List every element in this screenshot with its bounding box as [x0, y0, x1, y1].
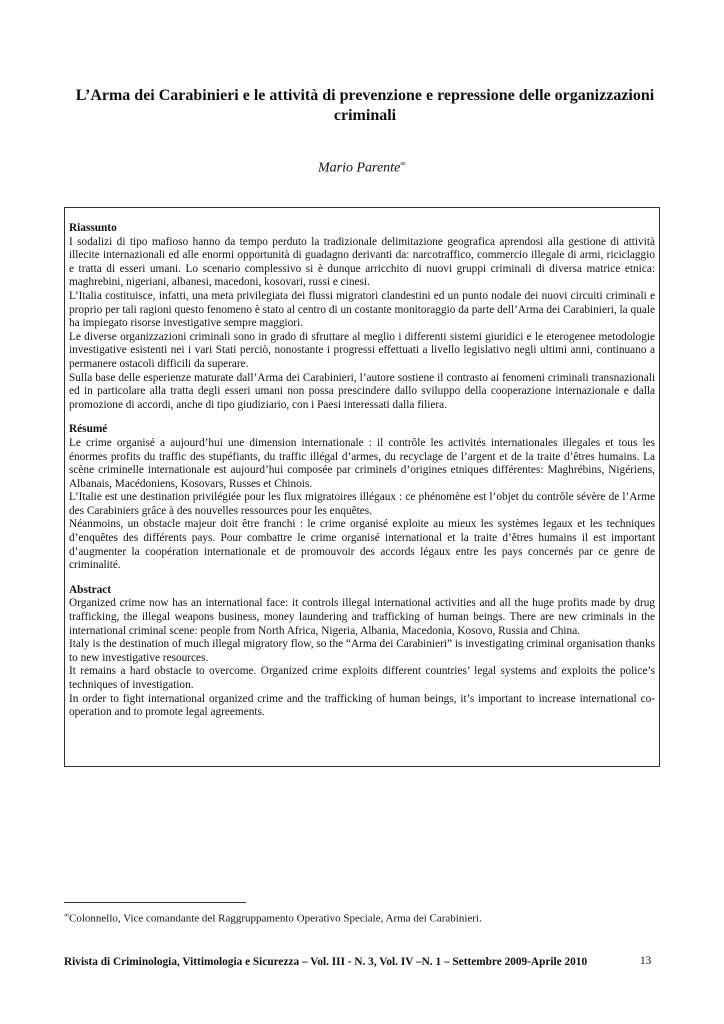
paragraph: In order to fight international organized crime and the trafficking of human beings, it’s important to increase international co-operation and to promote legal agreements. [69, 692, 655, 719]
paragraph: Le diverse organizzazioni criminali sono in grado di sfruttare al meglio i differenti sistemi giuridici e le eterogenee metodologie investigative esistenti nei i vari Stati perciò, nonostante i progressi effettuati a livello legislativo negli ultimi anni, continuano a permanere ostacoli difficili da superare. [69, 330, 655, 370]
footnote-mark: ∞ [64, 911, 69, 919]
section-heading: Abstract [69, 583, 112, 596]
footnote-divider [64, 902, 246, 903]
section-abstract [69, 584, 655, 720]
paragraph: Organized crime now has an international face: it controls illegal international activities and all the huge profits made by drug trafficking, the illegal weapons business, money laundering and trafficking of human beings. There are new criminals in the international criminal scene: people from North Africa, Nigeria, Albania, Macedonia, Kosovo, Russia and China. [69, 597, 655, 637]
paragraph: It remains a hard obstacle to overcome. Organized crime exploits different countries’ legal systems and exploits the police’s techniques of investigation. [69, 665, 655, 691]
paragraph: Le crime organisé a aujourd’hui une dimension internationale : il contrôle les activités internationales illegales et tous les énormes profits du traffic des stupéfiants, du traffic illégal d’armes, du recyclage de l’argent et de la traite d’êtres humains. La scène criminelle internationale est aujourd’hui composée par criminels d’origines etniques différentes: Maghrébins, Nigériens, Albanais, Macédoniens, Kosovars, Russes et Chinois. [69, 436, 655, 490]
author-footnote-mark: ∞ [400, 159, 406, 168]
footnote-text: Colonnello, Vice comandante del Raggruppamento Operativo Speciale, Arma dei Carabinieri. [69, 912, 482, 925]
paper-title: L’Arma dei Carabinieri e le attività di prevenzione e repressione delle organizzazioni criminali [75, 87, 655, 124]
author-name: Mario Parente [317, 160, 401, 176]
paragraph: Italy is the destination of much illegal migratory flow, so the “Arma dei Carabinieri” is investigating criminal organisation thanks to new investigative resources. [69, 638, 655, 664]
footnote [64, 911, 482, 925]
section-heading: Riassunto [69, 222, 117, 234]
paragraph: I sodalizi di tipo mafioso hanno da tempo perduto la tradizionale delimitazione geografica aprendosi alla gestione di attività illecite internazionali ed alle enormi opportunità di guadagno derivanti da: narcotraffico, commercio illegale di armi, riciclaggio e tratta di esseri umani. Lo scenario complessivo si è dunque arricchito di nuovi gruppi criminali di diversa matrice etnica: maghrebini, nigeriani, albanesi, macedoni, kosovari, russi e cinesi. [69, 235, 655, 289]
author-line [0, 159, 724, 177]
section-riassunto [69, 222, 655, 412]
section-resume [69, 423, 655, 573]
paragraph: Sulla base delle esperienze maturate dall’Arma dei Carabinieri, l’autore sostiene il contrasto ai fenomeni criminali transnazionali ed in particolare alla tratta degli esseri umani non possa prescindere dallo sviluppo della cooperazione internazionale e dalla promozione di accordi, anche di tipo giudiziario, con i Paesi interessati dalla filiera. [69, 371, 655, 411]
section-heading: Résumé [69, 423, 108, 436]
abstract-box [64, 207, 660, 767]
page-number: 13 [640, 955, 652, 967]
paragraph: L’Italia costituisce, infatti, una meta privilegiata dei flussi migratori clandestini ed un punto nodale dei nuovi circuiti criminali e proprio per tali ragioni questo fenomeno è stato al centro di un costante monitoraggio da parte dell’Arma dei Carabinieri, la quale ha impiegato risorse investigative sempre maggiori. [69, 289, 655, 330]
paragraph: L’Italie est une destination privilégiée pour les flux migratoires illégaux : ce phénomène est l’objet du contrôle sévère de l’Arme des Carabiniers grâce à des nouvelles ressources pour les enquêtes. [69, 491, 655, 517]
paragraph: Néanmoins, un obstacle majeur doit être franchi : le crime organisé exploite au mieux les systèmes legaux et les techniques d’enquêtes des différents pays. Pour combattre le crime organisé international et la traite d’êtres humains il est important d’augmenter la coopération internationale et de promouvoir des accords légaux entre les pays concernés par ce genre de criminalité. [69, 518, 655, 572]
journal-footer: Rivista di Criminologia, Vittimologia e Sicurezza – Vol. III - N. 3, Vol. IV –N. 1 – Settembre 2009-Aprile 2010 [64, 956, 588, 968]
